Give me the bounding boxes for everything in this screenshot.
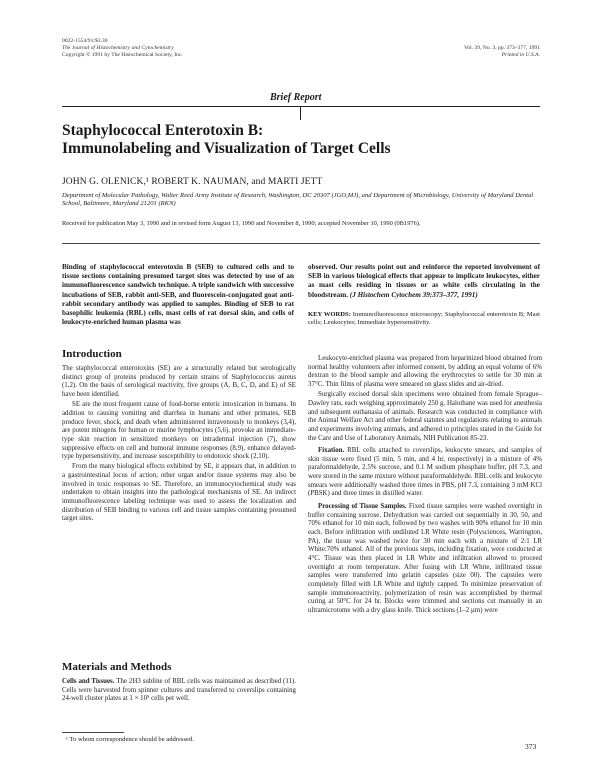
- intro-body: [62, 365, 296, 526]
- authors: JOHN G. OLENICK,¹ ROBERT K. NAUMAN, and MARTI JETT: [62, 177, 323, 187]
- header-rule: [62, 106, 540, 107]
- footnote: ¹ To whom correspondence should be addressed.: [66, 736, 194, 743]
- right-paragraph-3: [308, 447, 542, 499]
- methods-paragraph-1: [62, 678, 296, 704]
- right-paragraph-2: Surgically excised dorsal skin specimens were obtained from female Sprague–Dawley rats, each weighing approximately 250 g. Halothane was used for anesthesia and subsequent euthanasia of animals. Research was conducted in compliance with the Animal Welfare Act and other federal statutes and regulations relating to animals and experiments involving animals, and adhered to principles stated in the Guide for the Care and Use of Laboratory Animals, NIH Publication 85-23.: [308, 391, 542, 442]
- abstract-citation: (J Histochem Cytochem 39:373–377, 1991): [349, 290, 478, 299]
- intro-paragraph-1: The staphylococcal enterotoxins (SE) are a structurally related but serologically distinct group of proteins produced by certain strains of Staphylococcus aureus (1,2). On the basis of serological reactivity, five groups (A, B, C, D, and E) of SE have been identified.: [62, 365, 296, 398]
- methods-sub-cells: Cells and Tissues.: [62, 678, 115, 685]
- received-dates: Received for publication May 3, 1990 and in revised form August 13, 1990 and November 8, 1990; accepted November 10, 1990 (0B1976).: [62, 220, 421, 227]
- right-paragraph-4-text: Fixed tissue samples were washed overnight in buffer containing sucrose. Dehydration was carried out sequentially in 30, 50, and 70% ethanol for 10 min each, followed by two washes with 90% ethanol for 10 min each. Before infiltration with undiluted LR White resin (Polysciences, Warrington, PA), the tissue was washed twice for 30 min each with a mixture of 2:1 LR White:70% ethanol. All of the previous steps, including fixation, were conducted at 4°C. Tissue was then placed in LR White and infiltration allowed to proceed overnight at room temperature. After fusing with LR White, infiltrated tissue samples were transferred into gelatin capsules (size 00). The capsules were completely filled with LR White and tightly capped. To minimize preservation of sample immunoreactivity, polymerization of resin was accomplished by thermal curing at 50°C for 24 hr. Blocks were trimmed and sections cut manually in an ultramicrotome with a dry glass knife. Thick sections (1–2 µm) were: [308, 503, 542, 614]
- right-paragraph-1: Leukocyte-enriched plasma was prepared from heparinized blood obtained from normal healthy volunteers after informed consent, by adding an equal volume of 6% dextran to the blood sample and allowing the erythrocytes to settle for 30 min at 37°C. Thin films of plasma were smeared on glass slides and air-dried.: [308, 355, 542, 388]
- header-rule-tick: [300, 106, 301, 120]
- page-number: 373: [525, 742, 537, 751]
- abstract-left: Binding of staphylococcal enterotoxin B (SEB) to cultured cells and to tissue sections containing presumed target sites was detected by use of an immunofluorescence sandwich technique. A triple sandwich with successive incubations of SEB, rabbit anti-SEB, and fluorescein-conjugated goat anti-rabbit secondary antibody was applied to samples. Binding of SEB to rat basophilic leukemia (RBL) cells, mast cells of rat dorsal skin, and cells of leukocyte-enriched human plasma was: [62, 263, 294, 327]
- intro-heading: Introduction: [62, 348, 122, 360]
- header-volume: Vol. 39, No. 3, pp. 373–377, 1991: [463, 45, 540, 51]
- header-journal: The Journal of Histochemistry and Cytochemistry: [62, 45, 174, 51]
- keywords-text: Immunofluorescence microscopy; Staphylococcal enterotoxin B; Mast cells; Leukocytes; Immediate hypersensitivity.: [308, 311, 540, 327]
- sub-processing: Processing of Tissue Samples.: [318, 503, 407, 511]
- methods-paragraph-1-text: The 2H3 subline of RBL cells was maintained as described (11). Cells were harvested from spinner cultures and transferred to coverslips containing 24-well cluster plates at 1 × 10⁵ cells per well.: [62, 678, 296, 703]
- abstract-right: [308, 263, 540, 300]
- section-label: Brief Report: [270, 92, 322, 103]
- footnote-rule: [62, 732, 124, 733]
- header-issn: 0022-1554/91/$3.30: [62, 38, 108, 44]
- right-paragraph-3-text: RBL cells attached to coverslips, leukocyte smears, and samples of skin tissue were fixed (5 min, 5 min, and 4 hr, respectively) in a mixture of 4% paraformaldehyde, 2.5% sucrose, and 0.1 M sodium phosphate buffer, pH 7.3, and were stored in the same mixture without paraformaldehyde. RBL cells and leukocyte smears were additionally washed three times in PBS, pH 7.3, containing 3 mM KCl (PBSK) and three times in distilled water.: [308, 447, 542, 498]
- affiliation: Department of Molecular Pathology, Walter Reed Army Institute of Research, Washington, DC 20307 (JGO,MJ), and Department of Microbiology, University of Maryland Dental School, Baltimore, Maryland 21201 (RKN): [62, 192, 534, 208]
- running-header-right: [420, 45, 540, 59]
- abstract-rule: [62, 243, 540, 244]
- article-title: [62, 122, 542, 158]
- keywords: [308, 311, 540, 328]
- right-paragraph-4: [308, 503, 542, 616]
- title-line-2: Immunolabeling and Visualization of Target Cells: [62, 140, 391, 157]
- methods-heading: Materials and Methods: [62, 661, 172, 673]
- intro-paragraph-2: SE are the most frequent cause of food-borne enteric intoxication in humans. In addition to causing vomiting and diarrhea in humans and other primates, SEB produce fever, shock, and death when administered intravenously to monkeys (3,4), are potent mitogens for human or murine lymphocytes (5,6), provoke an immediate-type skin reaction in sensitized monkeys on intradermal injection (7), show suppressive effects on cell and humoral immune responses (8,9), enhance delayed-type hypersensitivity, and increase susceptibility to endotoxic shock (2,10).: [62, 401, 296, 461]
- header-copyright: Copyright © 1991 by The Histochemical Society, Inc.: [62, 52, 183, 58]
- intro-paragraph-3: From the many biological effects exhibited by SE, it appears that, in addition to a gastrointestinal locus of action, other organ and/or tissue systems may also be involved in toxic responses to SE. Therefore, an immunocytochemical study was undertaken to obtain insights into the pathological mechanisms of SE. An indirect immunofluorescence labeling technique was used to assess the localization and distribution of SEB binding to various cell and tissue samples containing presumed target sites.: [62, 463, 296, 523]
- running-header-left: [62, 38, 183, 59]
- methods-body: [62, 678, 296, 706]
- header-printed: Printed in U.S.A.: [501, 52, 540, 58]
- title-line-1: Staphylococcal Enterotoxin B:: [62, 122, 264, 139]
- abstract-right-text: observed. Our results point out and reinforce the reported involvement of SEB in various biological effects that appear to implicate leukocytes, either as mast cells residing in tissues or as white cells circulating in the bloodstream.: [308, 263, 540, 299]
- sub-fixation: Fixation.: [318, 447, 345, 455]
- keywords-label: KEY WORDS:: [308, 311, 351, 318]
- right-column: [308, 355, 542, 617]
